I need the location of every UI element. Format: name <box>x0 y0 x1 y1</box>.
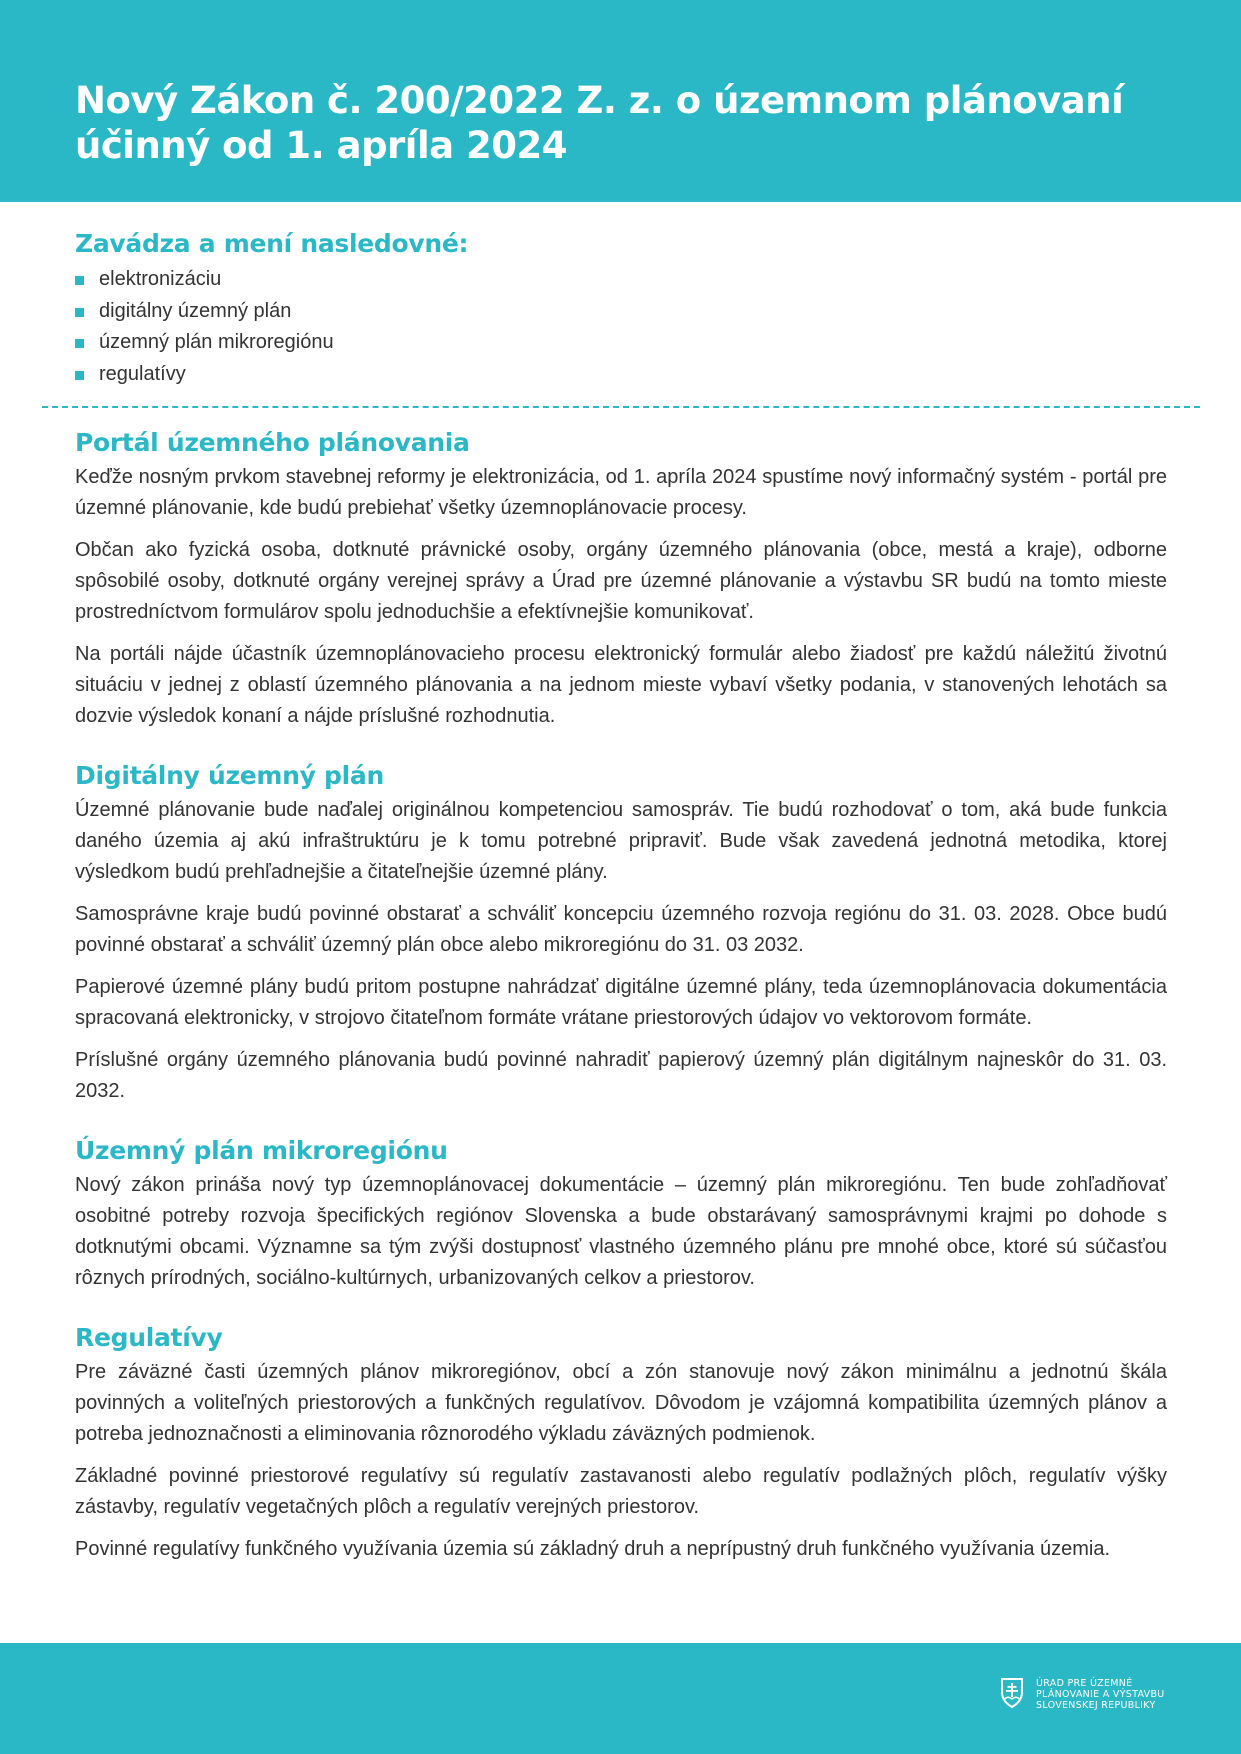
intro-heading: Zavádza a mení nasledovné: <box>75 229 469 258</box>
paragraph: Základné povinné priestorové regulatívy sú regulatív zastavanosti alebo regulatív podlažných plôch, regulatív výšky zástavby, regulatív vegetačných plôch a regulatív verejných priestorov. <box>75 1465 1167 1518</box>
slovak-coat-of-arms-icon <box>1000 1678 1024 1708</box>
paragraph: Na portáli nájde účastník územnoplánovacieho procesu elektronický formulár alebo žiadosť pre každú náležitú životnú situáciu v jednej z oblastí územného plánovania a na jednom mieste vybaví všetky podania, v stanovených lehotách sa dozvie výsledok konaní a nájde príslušné rozhodnutia. <box>75 643 1167 727</box>
square-bullet-icon <box>75 308 84 317</box>
intro-list <box>75 264 334 390</box>
list-item: elektronizáciu <box>75 264 334 296</box>
office-logo <box>1000 1678 1165 1711</box>
paragraph: Povinné regulatívy funkčného využívania územia sú základný druh a neprípustný druh funkčného využívania územia. <box>75 1538 1111 1560</box>
office-logo-text: ÚRAD PRE ÚZEMNÉ PLÁNOVANIE A VÝSTAVBU SLOVENSKEJ REPUBLIKY <box>1036 1678 1165 1711</box>
paragraph: Nový zákon prináša nový typ územnoplánovacej dokumentácie – územný plán mikroregiónu. Ten bude zohľadňovať osobitné potreby rozvoja špecifických regiónov Slovenska a bude obstarávaný samosprávnymi krajmi po dohode s dotknutými obcami. Významne sa tým zvýši dostupnosť vlastného územného plánu pre mnohé obce, ktoré sú súčasťou rôznych prírodných, sociálno-kultúrnych, urbanizovaných celkov a priestorov. <box>75 1174 1167 1289</box>
square-bullet-icon <box>75 339 84 348</box>
list-item: digitálny územný plán <box>75 296 334 328</box>
footer-banner <box>0 1643 1241 1754</box>
paragraph: Územné plánovanie bude naďalej originálnou kompetenciou samospráv. Tie budú rozhodovať o tom, aká bude funkcia daného územia aj akú infraštruktúru je k tomu potrebné pripraviť. Bude však zavedená jednotná metodika, ktorej výsledkom budú prehľadnejšie a čitateľnejšie územné plány. <box>75 799 1167 883</box>
header-banner <box>0 0 1241 202</box>
paragraph: Pre záväzné časti územných plánov mikroregiónov, obcí a zón stanovuje nový zákon minimálnu a jednotnú škála povinných a voliteľných priestorových a funkčných regulatívov. Dôvodom je vzájomná kompatibilita územných plánov a potreba jednoznačnosti a eliminovania rôznorodého výkladu záväzných podmienok. <box>75 1361 1167 1445</box>
square-bullet-icon <box>75 276 84 285</box>
square-bullet-icon <box>75 371 84 380</box>
list-item: regulatívy <box>75 359 334 391</box>
paragraph: Príslušné orgány územného plánovania budú povinné nahradiť papierový územný plán digitálnym najneskôr do 31. 03. 2032. <box>75 1049 1167 1102</box>
paragraph: Keďže nosným prvkom stavebnej reformy je elektronizácia, od 1. apríla 2024 spustíme nový informačný systém - portál pre územné plánovanie, kde budú prebiehať všetky územnoplánovacie procesy. <box>75 466 1167 519</box>
paragraph: Papierové územné plány budú pritom postupne nahrádzať digitálne územné plány, teda územnoplánovacia dokumentácia spracovaná elektronicky, v strojovo čitateľnom formáte vrátane priestorových údajov vo vektorovom formáte. <box>75 976 1167 1029</box>
section-heading-microregion: Územný plán mikroregiónu <box>75 1136 448 1165</box>
paragraph: Občan ako fyzická osoba, dotknuté právnické osoby, orgány územného plánovania (obce, mestá a kraje), odborne spôsobilé osoby, dotknuté orgány verejnej správy a Úrad pre územné plánovanie a výstavbu SR budú na tomto mieste prostredníctvom formulárov spolu jednoduchšie a efektívnejšie komunikovať. <box>75 539 1167 623</box>
list-item: územný plán mikroregiónu <box>75 327 334 359</box>
section-heading-digital-plan: Digitálny územný plán <box>75 761 384 790</box>
paragraph: Samosprávne kraje budú povinné obstarať a schváliť koncepciu územného rozvoja regiónu do 31. 03. 2028. Obce budú povinné obstarať a schváliť územný plán obce alebo mikroregiónu do 31. 03 2032. <box>75 903 1167 956</box>
page-title: Nový Zákon č. 200/2022 Z. z. o územnom plánovaní účinný od 1. apríla 2024 <box>75 79 1124 167</box>
section-heading-regulations: Regulatívy <box>75 1323 223 1352</box>
section-heading-portal: Portál územného plánovania <box>75 428 470 457</box>
dashed-divider <box>42 406 1200 408</box>
